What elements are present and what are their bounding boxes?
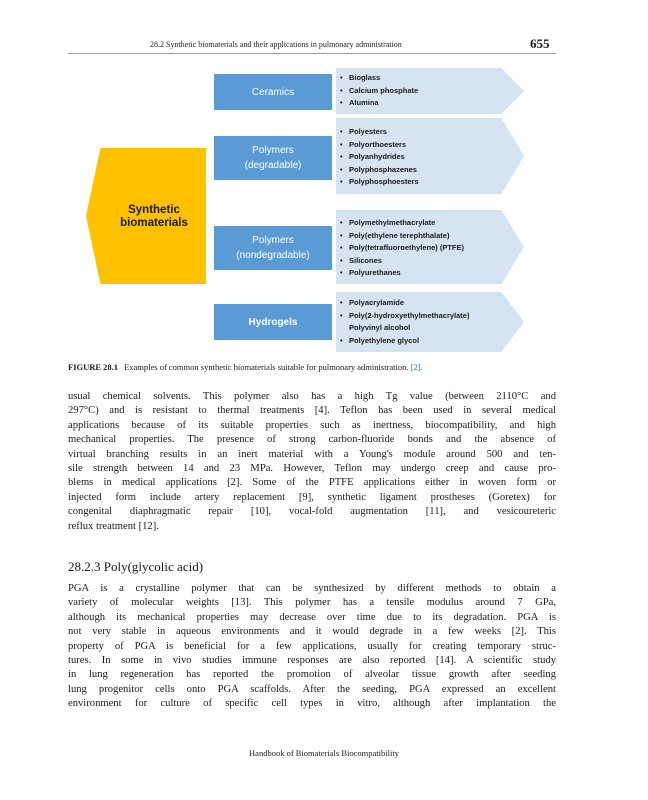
text-line: 297°C) and is resistant to thermal treatments [4]. Teflon has been used in several medical [68,405,556,417]
text-line: not very stable in aqueous environments and it would degrade in a few weeks [2]. This [68,626,556,638]
text-line: sile strength between 14 and 23 MPa. However, Teflon may undergo creep and cause pro- [68,462,556,474]
list-item: • Polymethylmethacrylate [340,217,464,230]
list-item: • Alumina [340,97,418,110]
box-polymers-degradable-sub: (degradable) [244,160,302,171]
text-line: injected form include artery replacement [9], synthetic ligament prostheses (Goretex) for [68,491,556,503]
running-footer: Handbook of Biomaterials Biocompatibility [249,748,399,758]
text-line: tures. In some in vivo studies immune responses are also reported [14]. A scientific study [68,654,556,666]
list-item: • Polyurethanes [340,267,464,280]
box-polymers-nondegradable-label: Polymers [252,235,294,246]
list-item: • Poly(ethylene terephthalate) [340,230,464,243]
list-item: • Polyethylene glycol [340,335,469,348]
box-hydrogels [214,304,332,340]
list-item: • Poly(2-hydroxyethylmethacrylate) [340,310,469,323]
text-line: property of PGA is beneficial for a few applications, usually for creating temporary struc- [68,640,556,652]
figure-caption [68,362,423,372]
list-item: • Calcium phosphate [340,85,418,98]
text-line: PGA is a crystalline polymer that can be synthesized by different methods to obtain a [68,583,556,594]
paragraph-pga [68,582,556,712]
list-item: • Polyanhydrides [340,151,419,164]
text-line: variety of molecular weights [13]. This polymer has a tensile modulus around 7 GPa, [68,597,556,609]
page-number: 655 [530,36,550,51]
text-line: in lung regeneration has reported the promotion of alveolar tissue growth after seeding [68,669,556,681]
list-item: • Silicones [340,255,464,268]
list-polymers-nondegradable [340,217,464,280]
list-item: • Polyorthoesters [340,139,419,152]
text-line: reflux treatment [12]. [68,520,159,532]
box-polymers-nondegradable [214,226,332,270]
box-ceramics [214,74,332,110]
center-label: Synthetic biomaterials [120,204,188,229]
text-line: although its mechanical properties may decrease over time due to its degradation. PGA is [68,611,556,623]
text-line: environment for culture of specific cell types in vitro, although after implantation the [68,698,556,710]
section-number: 28.2.3 [68,559,101,574]
section-heading [68,559,203,575]
text-line: blems in medical applications [2]. Some of the PTFE applications either in woven form or [68,477,556,489]
box-hydrogels-label: Hydrogels [248,316,298,328]
list-item: • Polyesters [340,126,419,139]
box-polymers-nondegradable-sub: (nondegradable) [236,250,310,261]
running-head: 28.2 Synthetic biomaterials and their applications in pulmonary administration [150,40,402,49]
list-item: • Bioglass [340,72,418,85]
list-polymers-degradable [340,126,419,189]
list-ceramics [340,72,418,110]
text-line: congenital diaphragmatic repair [10], vocal-fold augmentation [11], and vesicoureteric [68,506,556,518]
section-title: Poly(glycolic acid) [103,559,204,574]
list-item: Polyvinyl alcohol [349,323,411,332]
list-item: • Polyphosphazenes [340,164,419,177]
figure-caption-label: FIGURE 28.1 [68,362,119,372]
text-line: lung progenitor cells onto PGA scaffolds. After the seeding, PGA expressed an excellent [68,683,556,695]
text-line: virtual branching results in an inert material with a Young's module around 500 and ten- [68,448,556,460]
list-hydrogels [340,297,469,347]
list-item: • Polyphosphoesters [340,176,419,189]
text-line: usual chemical solvents. This polymer also has a high Tg value (between 2110°C and [68,391,556,402]
citation-link[interactable]: [2]. [410,362,423,372]
text-line: applications because of its suitable properties such as inertness, biocompatibility, and high [68,419,556,431]
list-item: • Poly(tetrafluoroethylene) (PTFE) [340,242,464,255]
box-ceramics-label: Ceramics [251,86,295,98]
text-line: mechanical properties. The presence of strong carbon-fluoride bonds and the absence of [68,434,556,446]
list-item: • Polyacrylamide [340,297,469,310]
figure-synthetic-biomaterials [0,0,648,360]
box-polymers-degradable-label: Polymers [252,145,294,156]
paragraph-teflon [68,390,556,534]
figure-caption-text: Examples of common synthetic biomaterials suitable for pulmonary administration. [124,362,409,372]
box-polymers-degradable [214,136,332,180]
